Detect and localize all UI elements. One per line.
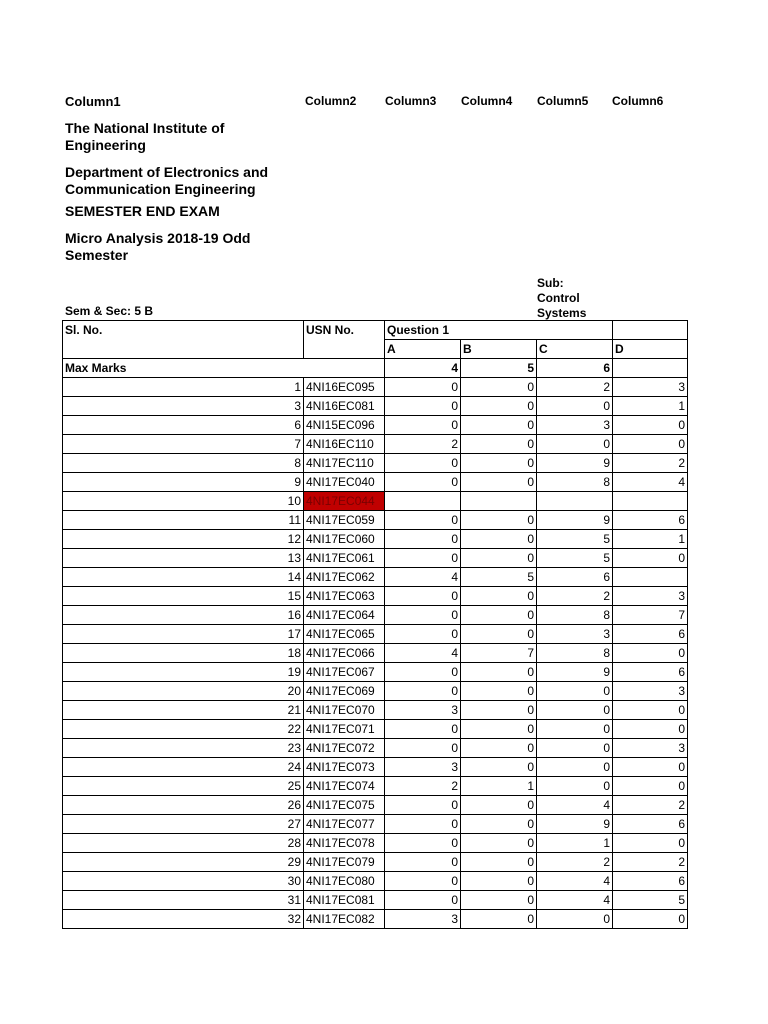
- sub-b: B: [461, 340, 537, 359]
- sem-sec-label: Sem & Sec: 5 B: [65, 304, 154, 318]
- score-d-cell: 4: [613, 473, 688, 492]
- score-a-cell: 0: [385, 606, 461, 625]
- sub-d: D: [613, 340, 688, 359]
- sl-cell: 22: [63, 720, 304, 739]
- usn-cell: 4NI17EC069: [304, 682, 385, 701]
- score-a-cell: 0: [385, 834, 461, 853]
- usn-cell: 4NI16EC095: [304, 378, 385, 397]
- score-c-cell: 3: [537, 625, 613, 644]
- sl-cell: 20: [63, 682, 304, 701]
- usn-cell: 4NI17EC075: [304, 796, 385, 815]
- score-a-cell: 0: [385, 815, 461, 834]
- table-row: [63, 435, 688, 454]
- score-c-cell: 2: [537, 587, 613, 606]
- score-c-cell: 0: [537, 682, 613, 701]
- score-b-cell: 0: [461, 910, 537, 929]
- sl-cell: 3: [63, 397, 304, 416]
- sl-cell: 32: [63, 910, 304, 929]
- table-row: [63, 568, 688, 587]
- score-d-cell: 0: [613, 701, 688, 720]
- sl-cell: 17: [63, 625, 304, 644]
- usn-cell: 4NI17EC064: [304, 606, 385, 625]
- usn-cell: 4NI17EC079: [304, 853, 385, 872]
- marks-table: [62, 320, 688, 929]
- score-d-cell: 6: [613, 872, 688, 891]
- table-row: [63, 473, 688, 492]
- score-b-cell: 0: [461, 397, 537, 416]
- score-c-cell: 6: [537, 568, 613, 587]
- sl-cell: 15: [63, 587, 304, 606]
- usn-cell: 4NI17EC062: [304, 568, 385, 587]
- score-d-cell: 2: [613, 853, 688, 872]
- score-c-cell: 0: [537, 701, 613, 720]
- column-header-6: Column6: [612, 94, 664, 108]
- score-b-cell: 0: [461, 682, 537, 701]
- max-marks-label: Max Marks: [63, 359, 385, 378]
- score-a-cell: 0: [385, 530, 461, 549]
- score-d-cell: 0: [613, 416, 688, 435]
- table-row: [63, 815, 688, 834]
- score-d-cell: 3: [613, 682, 688, 701]
- score-a-cell: 0: [385, 891, 461, 910]
- score-d-cell: 2: [613, 796, 688, 815]
- score-c-cell: 4: [537, 872, 613, 891]
- usn-cell: 4NI17EC066: [304, 644, 385, 663]
- table-row: [63, 625, 688, 644]
- exam-title: SEMESTER END EXAM: [65, 203, 220, 219]
- table-row: [63, 853, 688, 872]
- usn-cell: 4NI17EC063: [304, 587, 385, 606]
- usn-cell: 4NI17EC081: [304, 891, 385, 910]
- score-a-cell: 0: [385, 397, 461, 416]
- score-a-cell: 2: [385, 435, 461, 454]
- score-d-cell: 0: [613, 910, 688, 929]
- score-d-cell: 2: [613, 454, 688, 473]
- analysis-title: Micro Analysis 2018-19 Odd Semester: [65, 230, 251, 263]
- score-d-cell: 3: [613, 739, 688, 758]
- score-d-cell: [613, 568, 688, 587]
- usn-cell: 4NI17EC044: [304, 492, 385, 511]
- score-c-cell: 8: [537, 473, 613, 492]
- table-row: [63, 454, 688, 473]
- table-row: [63, 416, 688, 435]
- sl-cell: 27: [63, 815, 304, 834]
- score-b-cell: 0: [461, 511, 537, 530]
- score-d-cell: 6: [613, 625, 688, 644]
- score-a-cell: 0: [385, 473, 461, 492]
- sl-cell: 25: [63, 777, 304, 796]
- score-b-cell: 0: [461, 587, 537, 606]
- table-row: [63, 663, 688, 682]
- score-c-cell: 0: [537, 435, 613, 454]
- sl-cell: 21: [63, 701, 304, 720]
- score-b-cell: 0: [461, 701, 537, 720]
- table-row: [63, 720, 688, 739]
- sl-cell: 8: [63, 454, 304, 473]
- score-b-cell: 0: [461, 530, 537, 549]
- empty-header-cell: [613, 321, 688, 340]
- sl-cell: 12: [63, 530, 304, 549]
- score-d-cell: 0: [613, 758, 688, 777]
- sl-cell: 7: [63, 435, 304, 454]
- usn-cell: 4NI15EC096: [304, 416, 385, 435]
- score-d-cell: 6: [613, 815, 688, 834]
- score-c-cell: 2: [537, 853, 613, 872]
- usn-cell: 4NI17EC080: [304, 872, 385, 891]
- usn-cell: 4NI17EC110: [304, 454, 385, 473]
- score-d-cell: 0: [613, 777, 688, 796]
- score-a-cell: 0: [385, 587, 461, 606]
- score-d-cell: 6: [613, 663, 688, 682]
- sub-a: A: [385, 340, 461, 359]
- score-a-cell: 4: [385, 644, 461, 663]
- score-d-cell: 0: [613, 644, 688, 663]
- score-d-cell: 0: [613, 549, 688, 568]
- table-row: [63, 910, 688, 929]
- sl-cell: 19: [63, 663, 304, 682]
- score-d-cell: 0: [613, 435, 688, 454]
- usn-cell: 4NI17EC082: [304, 910, 385, 929]
- max-c: 6: [537, 359, 613, 378]
- sub-c: C: [537, 340, 613, 359]
- table-row: [63, 378, 688, 397]
- table-row: [63, 891, 688, 910]
- score-b-cell: 0: [461, 454, 537, 473]
- score-d-cell: 5: [613, 891, 688, 910]
- table-row: [63, 492, 688, 511]
- table-row: [63, 796, 688, 815]
- score-b-cell: 0: [461, 720, 537, 739]
- score-c-cell: 8: [537, 644, 613, 663]
- score-c-cell: 9: [537, 454, 613, 473]
- sl-cell: 31: [63, 891, 304, 910]
- score-b-cell: 5: [461, 568, 537, 587]
- table-row: [63, 834, 688, 853]
- sl-cell: 23: [63, 739, 304, 758]
- usn-cell: 4NI17EC071: [304, 720, 385, 739]
- score-c-cell: 3: [537, 416, 613, 435]
- score-b-cell: 0: [461, 834, 537, 853]
- score-b-cell: 0: [461, 625, 537, 644]
- score-c-cell: 4: [537, 891, 613, 910]
- max-d: [613, 359, 688, 378]
- score-c-cell: 1: [537, 834, 613, 853]
- table-row: [63, 511, 688, 530]
- score-d-cell: 0: [613, 834, 688, 853]
- sl-cell: 10: [63, 492, 304, 511]
- score-a-cell: 3: [385, 758, 461, 777]
- score-a-cell: 3: [385, 701, 461, 720]
- score-c-cell: 0: [537, 397, 613, 416]
- table-row: [63, 777, 688, 796]
- score-c-cell: [537, 492, 613, 511]
- score-c-cell: 8: [537, 606, 613, 625]
- score-b-cell: 0: [461, 739, 537, 758]
- score-a-cell: 0: [385, 378, 461, 397]
- sl-cell: 13: [63, 549, 304, 568]
- department-title: Department of Electronics and Communication Engineering: [65, 164, 269, 197]
- sl-cell: 1: [63, 378, 304, 397]
- score-b-cell: 0: [461, 549, 537, 568]
- institute-title: The National Institute of Engineering: [65, 120, 225, 153]
- sl-cell: 28: [63, 834, 304, 853]
- header-row: [63, 321, 688, 340]
- column-header-3: Column3: [385, 94, 437, 108]
- column-header-2: Column2: [305, 94, 357, 108]
- score-a-cell: 0: [385, 663, 461, 682]
- usn-cell: 4NI17EC040: [304, 473, 385, 492]
- score-c-cell: 4: [537, 796, 613, 815]
- max-marks-row: [63, 359, 688, 378]
- table-row: [63, 701, 688, 720]
- table-row: [63, 739, 688, 758]
- score-a-cell: 0: [385, 872, 461, 891]
- usn-cell: 4NI17EC060: [304, 530, 385, 549]
- score-a-cell: 0: [385, 796, 461, 815]
- score-c-cell: 0: [537, 910, 613, 929]
- score-d-cell: 0: [613, 720, 688, 739]
- sl-no-header: Sl. No.: [63, 321, 304, 359]
- max-a: 4: [385, 359, 461, 378]
- score-d-cell: [613, 492, 688, 511]
- score-b-cell: 0: [461, 796, 537, 815]
- score-a-cell: 0: [385, 682, 461, 701]
- column-header-1: Column1: [65, 94, 121, 109]
- score-b-cell: 7: [461, 644, 537, 663]
- sl-cell: 18: [63, 644, 304, 663]
- table-row: [63, 549, 688, 568]
- score-b-cell: 0: [461, 435, 537, 454]
- usn-cell: 4NI17EC065: [304, 625, 385, 644]
- score-c-cell: 9: [537, 663, 613, 682]
- score-c-cell: 0: [537, 739, 613, 758]
- table-row: [63, 872, 688, 891]
- usn-cell: 4NI17EC073: [304, 758, 385, 777]
- sl-cell: 26: [63, 796, 304, 815]
- score-a-cell: 0: [385, 416, 461, 435]
- score-c-cell: 9: [537, 815, 613, 834]
- sl-cell: 24: [63, 758, 304, 777]
- usn-cell: 4NI17EC067: [304, 663, 385, 682]
- usn-cell: 4NI16EC110: [304, 435, 385, 454]
- table-row: [63, 758, 688, 777]
- score-b-cell: 0: [461, 416, 537, 435]
- table-row: [63, 682, 688, 701]
- score-b-cell: 0: [461, 872, 537, 891]
- score-b-cell: 0: [461, 663, 537, 682]
- usn-cell: 4NI16EC081: [304, 397, 385, 416]
- usn-cell: 4NI17EC077: [304, 815, 385, 834]
- question-header: Question 1: [385, 321, 613, 340]
- max-b: 5: [461, 359, 537, 378]
- score-b-cell: 0: [461, 891, 537, 910]
- score-b-cell: 0: [461, 758, 537, 777]
- score-a-cell: 0: [385, 454, 461, 473]
- sl-cell: 29: [63, 853, 304, 872]
- table-row: [63, 587, 688, 606]
- score-c-cell: 0: [537, 720, 613, 739]
- subject-label: Sub: Control Systems: [537, 276, 587, 320]
- sl-cell: 6: [63, 416, 304, 435]
- column-header-5: Column5: [537, 94, 589, 108]
- score-c-cell: 2: [537, 378, 613, 397]
- score-a-cell: 4: [385, 568, 461, 587]
- sl-cell: 16: [63, 606, 304, 625]
- score-b-cell: 0: [461, 378, 537, 397]
- score-a-cell: 0: [385, 853, 461, 872]
- score-a-cell: 0: [385, 549, 461, 568]
- score-c-cell: 9: [537, 511, 613, 530]
- score-d-cell: 1: [613, 397, 688, 416]
- score-d-cell: 6: [613, 511, 688, 530]
- usn-cell: 4NI17EC059: [304, 511, 385, 530]
- score-d-cell: 3: [613, 378, 688, 397]
- table-row: [63, 530, 688, 549]
- score-a-cell: 2: [385, 777, 461, 796]
- score-a-cell: 0: [385, 625, 461, 644]
- score-d-cell: 1: [613, 530, 688, 549]
- sl-cell: 14: [63, 568, 304, 587]
- score-b-cell: [461, 492, 537, 511]
- score-a-cell: 0: [385, 720, 461, 739]
- table-row: [63, 606, 688, 625]
- usn-cell: 4NI17EC074: [304, 777, 385, 796]
- score-b-cell: 0: [461, 853, 537, 872]
- score-c-cell: 5: [537, 549, 613, 568]
- score-c-cell: 0: [537, 777, 613, 796]
- score-a-cell: 0: [385, 739, 461, 758]
- usn-cell: 4NI17EC078: [304, 834, 385, 853]
- score-d-cell: 3: [613, 587, 688, 606]
- usn-cell: 4NI17EC061: [304, 549, 385, 568]
- score-a-cell: [385, 492, 461, 511]
- usn-header: USN No.: [304, 321, 385, 359]
- column-header-4: Column4: [461, 94, 513, 108]
- score-a-cell: 0: [385, 511, 461, 530]
- score-b-cell: 1: [461, 777, 537, 796]
- score-c-cell: 5: [537, 530, 613, 549]
- score-c-cell: 0: [537, 758, 613, 777]
- sl-cell: 11: [63, 511, 304, 530]
- usn-cell: 4NI17EC072: [304, 739, 385, 758]
- sl-cell: 9: [63, 473, 304, 492]
- sl-cell: 30: [63, 872, 304, 891]
- score-a-cell: 3: [385, 910, 461, 929]
- score-d-cell: 7: [613, 606, 688, 625]
- score-b-cell: 0: [461, 606, 537, 625]
- table-row: [63, 397, 688, 416]
- table-row: [63, 644, 688, 663]
- usn-cell: 4NI17EC070: [304, 701, 385, 720]
- score-b-cell: 0: [461, 815, 537, 834]
- score-b-cell: 0: [461, 473, 537, 492]
